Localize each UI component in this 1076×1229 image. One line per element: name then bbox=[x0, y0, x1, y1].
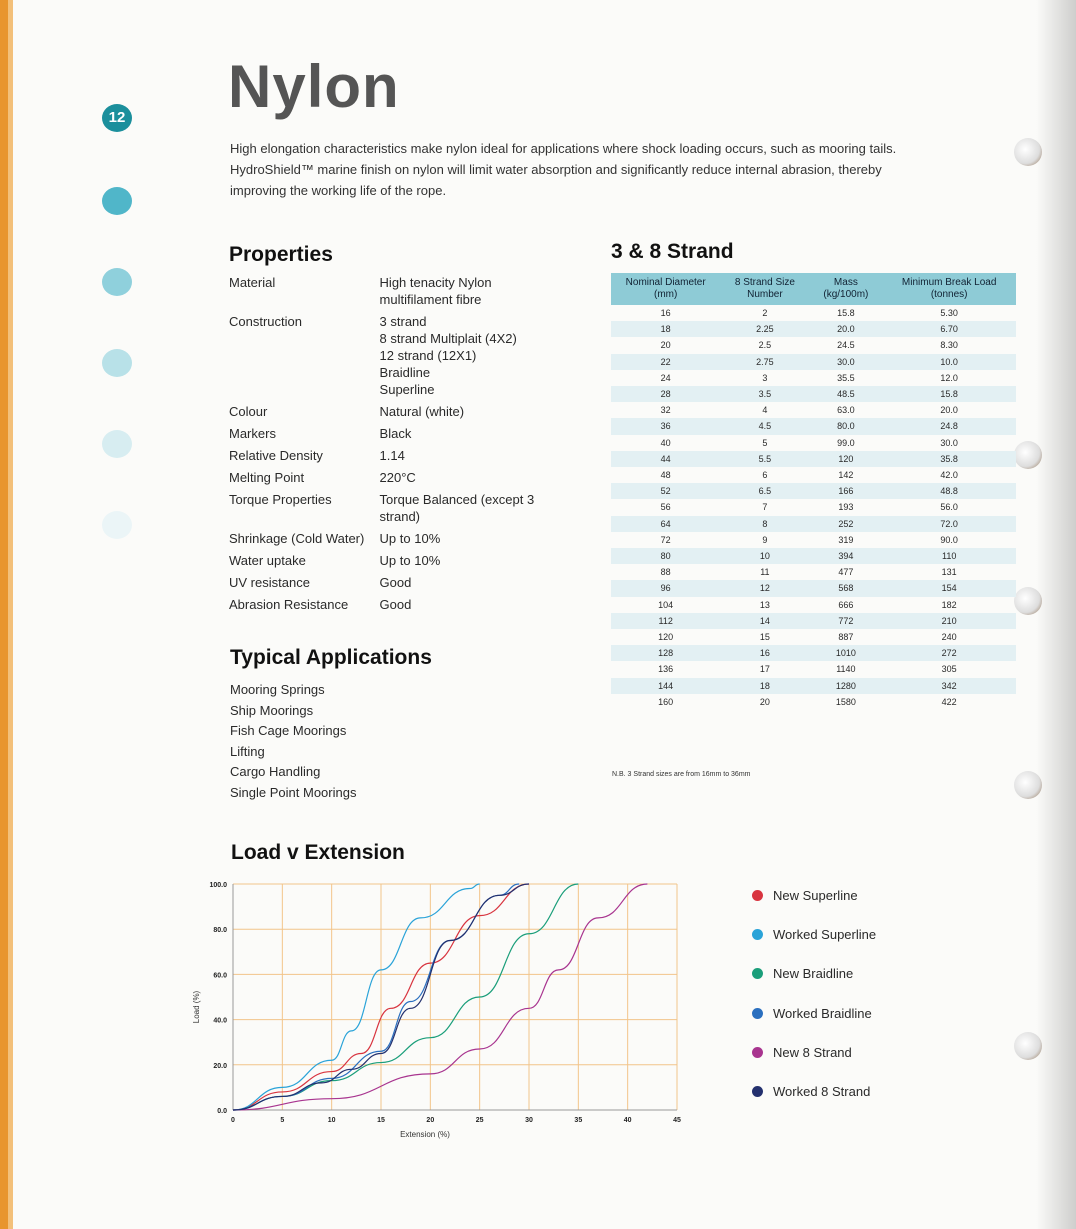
table-row bbox=[611, 661, 1016, 677]
table-cell: 319 bbox=[838, 534, 854, 545]
table-row bbox=[611, 532, 1016, 548]
table-cell: 14 bbox=[720, 613, 809, 629]
table-cell: 28 bbox=[611, 386, 720, 402]
table-row bbox=[611, 678, 1016, 694]
x-tick-label: 5 bbox=[280, 1117, 285, 1124]
table-cell: 305 bbox=[941, 664, 957, 675]
table-row bbox=[611, 629, 1016, 645]
table-cell: 42.0 bbox=[940, 470, 958, 481]
table-cell: 128 bbox=[611, 645, 720, 661]
table-cell: 80 bbox=[611, 548, 720, 564]
y-tick-label: 80.0 bbox=[213, 927, 227, 935]
table-cell: 17 bbox=[759, 664, 770, 675]
table-row bbox=[611, 305, 1016, 321]
table-cell: 120 bbox=[658, 632, 674, 643]
property-row bbox=[229, 596, 559, 613]
legend-item bbox=[752, 876, 876, 915]
y-tick-label: 20.0 bbox=[213, 1062, 227, 1070]
property-row bbox=[229, 552, 559, 569]
table-cell: 52 bbox=[611, 483, 720, 499]
property-value: Black bbox=[379, 426, 412, 441]
legend-label: New Braidline bbox=[773, 966, 854, 982]
section-tab bbox=[102, 187, 132, 215]
applications-heading: Typical Applications bbox=[230, 646, 432, 669]
table-cell: 5.5 bbox=[720, 451, 809, 467]
strand-table bbox=[611, 273, 1016, 710]
page-edge bbox=[0, 0, 8, 1229]
table-cell: 1580 bbox=[835, 696, 856, 707]
table-cell: 16 bbox=[660, 308, 671, 318]
intro-paragraph bbox=[230, 138, 910, 201]
applications-list bbox=[230, 680, 356, 803]
table-cell: 1140 bbox=[836, 664, 856, 675]
x-tick-label: 20 bbox=[426, 1117, 435, 1124]
x-tick-label: 0 bbox=[231, 1117, 235, 1124]
table-cell: 20 bbox=[660, 340, 671, 351]
chart-heading: Load v Extension bbox=[231, 841, 405, 864]
x-tick-label: 10 bbox=[327, 1117, 336, 1124]
property-value: Torque Balanced (except 3 strand) bbox=[379, 492, 535, 524]
application-item: Cargo Handling bbox=[230, 764, 321, 779]
binder-hole bbox=[1014, 138, 1042, 166]
intro-line: improving the working life of the rope. bbox=[230, 183, 447, 198]
table-cell: 477 bbox=[838, 567, 854, 578]
property-row bbox=[229, 274, 559, 308]
table-row bbox=[611, 548, 1016, 564]
table-cell: 210 bbox=[882, 613, 1016, 629]
property-row bbox=[229, 447, 559, 464]
legend-label: Worked 8 Strand bbox=[773, 1084, 871, 1100]
property-label: Shrinkage (Cold Water) bbox=[229, 531, 365, 546]
property-row bbox=[229, 425, 559, 442]
property-label: Relative Density bbox=[229, 448, 323, 463]
table-cell: 422 bbox=[941, 696, 957, 707]
table-row bbox=[611, 435, 1016, 451]
binder-hole bbox=[1014, 587, 1042, 615]
legend-marker bbox=[752, 968, 763, 979]
table-cell: 96 bbox=[611, 580, 720, 596]
page-shadow bbox=[1036, 0, 1076, 1229]
legend-item bbox=[752, 1033, 876, 1072]
application-item: Ship Moorings bbox=[230, 702, 314, 718]
property-value: Natural (white) bbox=[379, 404, 465, 419]
property-row bbox=[229, 491, 559, 525]
property-row bbox=[229, 403, 559, 420]
property-row bbox=[229, 313, 559, 398]
table-row bbox=[611, 321, 1016, 337]
property-label: Torque Properties bbox=[229, 492, 332, 507]
table-cell: 64 bbox=[611, 516, 720, 532]
legend-marker bbox=[752, 1008, 763, 1019]
table-cell: 12 bbox=[720, 580, 809, 596]
table-cell: 4.5 bbox=[720, 418, 809, 434]
application-item: Lifting bbox=[230, 743, 265, 759]
legend-marker bbox=[752, 1086, 763, 1097]
table-cell: 8.30 bbox=[940, 340, 958, 351]
property-label: Construction bbox=[229, 314, 302, 329]
table-cell: 120 bbox=[809, 451, 882, 467]
table-cell: 88 bbox=[660, 567, 671, 578]
section-tab bbox=[102, 430, 132, 458]
table-cell: 6.5 bbox=[720, 483, 809, 499]
table-cell: 18 bbox=[611, 321, 720, 337]
table-note: N.B. 3 Strand sizes are from 16mm to 36mm bbox=[612, 771, 751, 778]
table-cell: 20.0 bbox=[809, 321, 882, 337]
table-row bbox=[611, 499, 1016, 515]
legend-marker bbox=[752, 1047, 763, 1058]
legend-marker bbox=[752, 929, 763, 940]
y-tick-label: 40.0 bbox=[213, 1017, 227, 1025]
x-tick-label: 35 bbox=[574, 1117, 583, 1124]
table-row bbox=[611, 451, 1016, 467]
table-cell: 40 bbox=[660, 437, 671, 448]
application-item: Mooring Springs bbox=[230, 682, 325, 697]
table-row bbox=[611, 694, 1016, 710]
properties-table bbox=[229, 274, 559, 618]
load-extension-chart bbox=[185, 870, 705, 1145]
property-value: Up to 10% bbox=[379, 553, 441, 568]
table-row bbox=[611, 516, 1016, 532]
table-cell: 10 bbox=[720, 548, 809, 564]
table-cell: 20 bbox=[759, 696, 770, 707]
table-cell: 252 bbox=[809, 516, 882, 532]
property-label: Water uptake bbox=[229, 553, 306, 568]
table-cell: 1010 bbox=[809, 645, 882, 661]
table-cell: 160 bbox=[658, 696, 674, 707]
table-cell: 63.0 bbox=[837, 405, 855, 416]
table-cell: 2.25 bbox=[720, 321, 809, 337]
table-cell: 48.5 bbox=[809, 386, 882, 402]
property-label: Markers bbox=[229, 426, 276, 441]
binder-hole bbox=[1014, 771, 1042, 799]
property-value: 1.14 bbox=[379, 448, 405, 463]
y-tick-label: 60.0 bbox=[213, 972, 227, 980]
section-tab bbox=[102, 349, 132, 377]
table-cell: 144 bbox=[611, 678, 720, 694]
table-cell: 3 bbox=[762, 372, 768, 383]
table-cell: 72.0 bbox=[882, 516, 1016, 532]
y-axis-label: Load (%) bbox=[192, 990, 201, 1024]
x-tick-label: 15 bbox=[377, 1117, 385, 1124]
x-axis-label: Extension (%) bbox=[400, 1130, 450, 1139]
table-cell: 154 bbox=[882, 580, 1016, 596]
table-cell: 30.0 bbox=[940, 437, 958, 448]
table-cell: 90.0 bbox=[940, 534, 958, 545]
strand-heading: 3 & 8 Strand bbox=[611, 240, 734, 263]
binder-hole bbox=[1014, 441, 1042, 469]
table-cell: 6.70 bbox=[882, 321, 1016, 337]
table-cell: 7 bbox=[762, 502, 768, 513]
table-cell: 394 bbox=[809, 548, 882, 564]
column-header: Nominal Diameter (mm) bbox=[611, 273, 720, 305]
table-cell: 8 bbox=[720, 516, 809, 532]
table-cell: 142 bbox=[838, 470, 854, 481]
column-header: 8 Strand Size Number bbox=[720, 273, 809, 305]
table-row bbox=[611, 467, 1016, 483]
table-cell: 2 bbox=[762, 308, 768, 318]
legend-item bbox=[752, 1072, 876, 1111]
y-tick-label: 0.0 bbox=[217, 1108, 227, 1115]
table-row bbox=[611, 354, 1016, 370]
table-row bbox=[611, 418, 1016, 434]
table-row bbox=[611, 370, 1016, 386]
table-cell: 2.75 bbox=[720, 354, 809, 370]
table-cell: 13 bbox=[759, 599, 770, 610]
x-tick-label: 25 bbox=[475, 1117, 484, 1124]
table-cell: 48.8 bbox=[882, 483, 1016, 499]
table-row bbox=[611, 613, 1016, 629]
legend-item bbox=[752, 954, 876, 993]
table-cell: 131 bbox=[941, 567, 957, 578]
chart-legend bbox=[752, 876, 876, 1111]
binder-hole bbox=[1014, 1032, 1042, 1060]
table-cell: 342 bbox=[882, 678, 1016, 694]
table-cell: 48 bbox=[660, 470, 671, 481]
table-cell: 182 bbox=[941, 599, 957, 610]
section-tab bbox=[102, 511, 132, 539]
table-cell: 11 bbox=[760, 567, 770, 578]
page-title: Nylon bbox=[228, 53, 400, 120]
table-cell: 15 bbox=[759, 632, 770, 643]
column-header: Minimum Break Load (tonnes) bbox=[882, 273, 1016, 305]
properties-heading: Properties bbox=[229, 243, 333, 266]
property-row bbox=[229, 469, 559, 486]
table-cell: 2.5 bbox=[758, 340, 772, 351]
table-cell: 24 bbox=[660, 372, 671, 383]
table-row bbox=[611, 337, 1016, 353]
table-cell: 24.5 bbox=[837, 340, 855, 351]
property-label: Melting Point bbox=[229, 470, 305, 485]
legend-label: Worked Braidline bbox=[773, 1005, 872, 1021]
table-cell: 44 bbox=[611, 451, 720, 467]
table-row bbox=[611, 386, 1016, 402]
table-row bbox=[611, 564, 1016, 580]
y-tick-label: 100.0 bbox=[209, 882, 227, 889]
table-cell: 16 bbox=[720, 645, 809, 661]
table-cell: 272 bbox=[882, 645, 1016, 661]
table-cell: 35.5 bbox=[837, 372, 855, 383]
table-cell: 35.8 bbox=[882, 451, 1016, 467]
table-row bbox=[611, 402, 1016, 418]
table-cell: 136 bbox=[658, 664, 674, 675]
table-cell: 1280 bbox=[809, 678, 882, 694]
column-header: Mass (kg/100m) bbox=[809, 273, 882, 305]
table-cell: 9 bbox=[762, 534, 768, 545]
section-tab bbox=[102, 268, 132, 296]
table-cell: 568 bbox=[809, 580, 882, 596]
table-cell: 887 bbox=[838, 632, 854, 643]
table-cell: 20.0 bbox=[940, 405, 958, 416]
property-value: Good bbox=[379, 597, 412, 612]
table-cell: 15.8 bbox=[837, 308, 855, 318]
property-value: 3 strand 8 strand Multiplait (4X2) 12 strand (12X1) Braidline Superline bbox=[379, 314, 517, 397]
table-cell: 3.5 bbox=[720, 386, 809, 402]
property-value: Up to 10% bbox=[379, 531, 441, 546]
table-row bbox=[611, 645, 1016, 661]
table-cell: 4 bbox=[762, 405, 768, 416]
table-cell: 36 bbox=[611, 418, 720, 434]
property-label: Colour bbox=[229, 404, 268, 419]
table-cell: 30.0 bbox=[809, 354, 882, 370]
table-cell: 110 bbox=[882, 548, 1016, 564]
table-cell: 56 bbox=[660, 502, 671, 513]
property-label: Abrasion Resistance bbox=[229, 597, 349, 612]
table-cell: 56.0 bbox=[940, 502, 958, 513]
table-cell: 112 bbox=[611, 613, 720, 629]
property-label: UV resistance bbox=[229, 575, 310, 590]
x-tick-label: 30 bbox=[525, 1117, 533, 1124]
page-number-tab: 12 bbox=[102, 104, 132, 132]
table-cell: 72 bbox=[660, 534, 671, 545]
intro-line: High elongation characteristics make nylon ideal for applications where shock loading occurs, such as mooring tails. bbox=[230, 141, 897, 156]
property-label: Material bbox=[229, 275, 276, 290]
table-cell: 22 bbox=[611, 354, 720, 370]
table-cell: 10.0 bbox=[882, 354, 1016, 370]
series-line bbox=[233, 884, 480, 1110]
x-tick-label: 45 bbox=[673, 1117, 681, 1124]
table-cell: 6 bbox=[762, 470, 768, 481]
table-cell: 166 bbox=[809, 483, 882, 499]
table-cell: 666 bbox=[838, 599, 854, 610]
table-cell: 32 bbox=[660, 405, 671, 416]
table-cell: 15.8 bbox=[882, 386, 1016, 402]
application-item: Single Point Moorings bbox=[230, 784, 357, 800]
series-line bbox=[233, 884, 647, 1110]
table-row bbox=[611, 580, 1016, 596]
table-cell: 99.0 bbox=[837, 437, 855, 448]
legend-label: Worked Superline bbox=[773, 927, 877, 943]
property-value: 220°C bbox=[379, 470, 416, 485]
table-cell: 772 bbox=[809, 613, 882, 629]
property-row bbox=[229, 530, 559, 547]
table-row bbox=[611, 483, 1016, 499]
table-cell: 104 bbox=[658, 599, 674, 610]
page-edge-inner bbox=[8, 0, 13, 1229]
property-row bbox=[229, 574, 559, 591]
table-cell: 24.8 bbox=[882, 418, 1016, 434]
x-tick-label: 40 bbox=[623, 1117, 632, 1124]
legend-item bbox=[752, 915, 876, 954]
table-cell: 18 bbox=[720, 678, 809, 694]
legend-label: New Superline bbox=[773, 888, 858, 904]
legend-marker bbox=[752, 890, 763, 901]
legend-label: New 8 Strand bbox=[773, 1044, 852, 1060]
application-item: Fish Cage Moorings bbox=[230, 723, 347, 738]
legend-item bbox=[752, 994, 876, 1033]
table-row bbox=[611, 597, 1016, 613]
table-cell: 193 bbox=[838, 502, 854, 513]
table-cell: 5 bbox=[762, 437, 768, 448]
intro-line: HydroShield™ marine finish on nylon will limit water absorption and significantly reduce internal abrasion, thereby bbox=[230, 162, 882, 177]
table-cell: 240 bbox=[941, 632, 957, 643]
table-cell: 80.0 bbox=[809, 418, 882, 434]
table-cell: 12.0 bbox=[940, 372, 958, 383]
table-cell: 5.30 bbox=[940, 308, 958, 318]
property-value: Good bbox=[379, 575, 412, 590]
property-value: High tenacity Nylon multifilament fibre bbox=[379, 275, 492, 307]
